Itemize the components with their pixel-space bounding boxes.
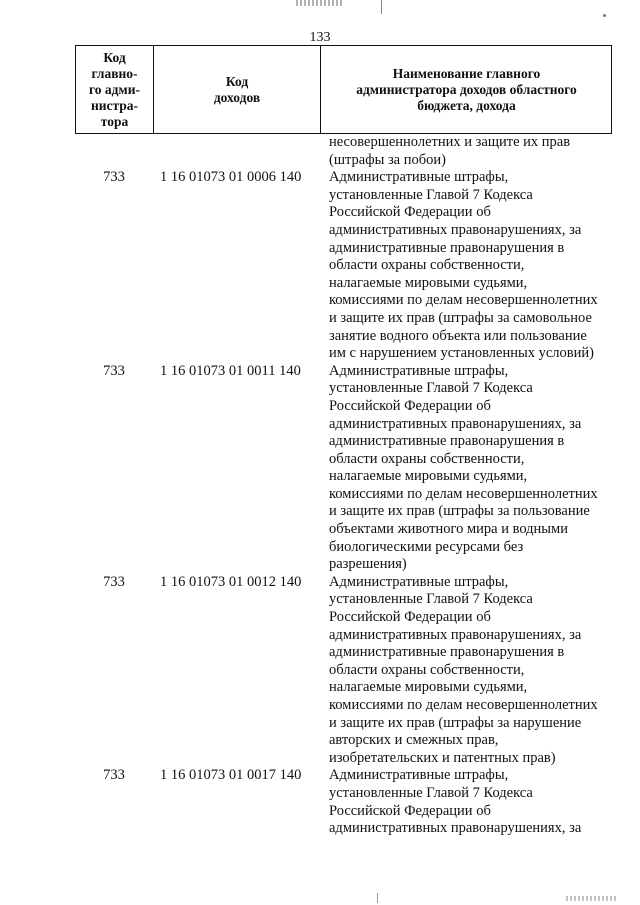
header-admin-code — [76, 46, 154, 133]
scan-artifact-line — [381, 0, 382, 14]
table-row — [75, 363, 635, 574]
scan-artifact-dot — [603, 14, 606, 17]
revenue-code-cell: 1 16 01073 01 0006 140 — [160, 169, 302, 186]
header-admin-code-label: Код главно- го адми- нистра- тора — [89, 49, 140, 129]
revenue-name-cell: Административные штрафы, установленные Главой 7 Кодекса Российской Федерации об административных правонарушениях, за административные правонарушения в области охраны собственности, налагаемые мировыми судьями, комиссиями по делам несовершеннолетних и защите их прав (штрафы за самовольное занятие водного объекта или пользование им с нарушением установленных условий) — [329, 169, 598, 362]
header-revenue-code-label: Код доходов — [213, 73, 261, 105]
revenue-name-cell: Административные штрафы, установленные Главой 7 Кодекса Российской Федерации об административных правонарушениях, за административные правонарушения в области охраны собственности, налагаемые мировыми судьями, комиссиями по делам несовершеннолетних и защите их прав (штрафы за нарушение авторских и смежных прав, изобретательских и патентных прав) — [329, 573, 598, 766]
table-row — [75, 574, 635, 768]
revenue-name-cell: несовершеннолетних и защите их прав (штрафы за побои) — [329, 134, 571, 168]
table-header — [75, 45, 612, 134]
revenue-code-cell: 1 16 01073 01 0012 140 — [160, 573, 302, 590]
revenue-code-cell: 1 16 01073 01 0011 140 — [160, 362, 301, 379]
page-number: 133 — [309, 30, 331, 45]
admin-code-cell: 733 — [103, 573, 125, 590]
revenue-code-cell: 1 16 01073 01 0017 140 — [160, 767, 302, 784]
scan-artifact-bottom — [566, 896, 618, 901]
admin-code-cell: 733 — [103, 767, 125, 784]
revenue-name-cell: Административные штрафы, установленные Главой 7 Кодекса Российской Федерации об административных правонарушениях, за административные правонарушения в области охраны собственности, налагаемые мировыми судьями, комиссиями по делам несовершеннолетних и защите их прав (штрафы за пользование объектами животного мира и водными биологическими ресурсами без разрешения) — [329, 362, 598, 573]
table-row — [75, 169, 635, 363]
admin-code-cell: 733 — [103, 169, 125, 186]
table-row — [75, 767, 635, 837]
table-row-continuation — [75, 134, 635, 169]
header-revenue-code — [154, 46, 321, 133]
header-name — [321, 46, 612, 133]
scan-artifact-tick — [377, 893, 378, 903]
admin-code-cell: 733 — [103, 362, 125, 379]
table-body — [75, 134, 635, 838]
revenue-name-cell: Административные штрафы, установленные Главой 7 Кодекса Российской Федерации об административных правонарушениях, за — [329, 767, 582, 837]
scan-artifact-top — [296, 0, 342, 6]
header-name-label: Наименование главного администратора доходов областного бюджета, дохода — [356, 65, 577, 113]
